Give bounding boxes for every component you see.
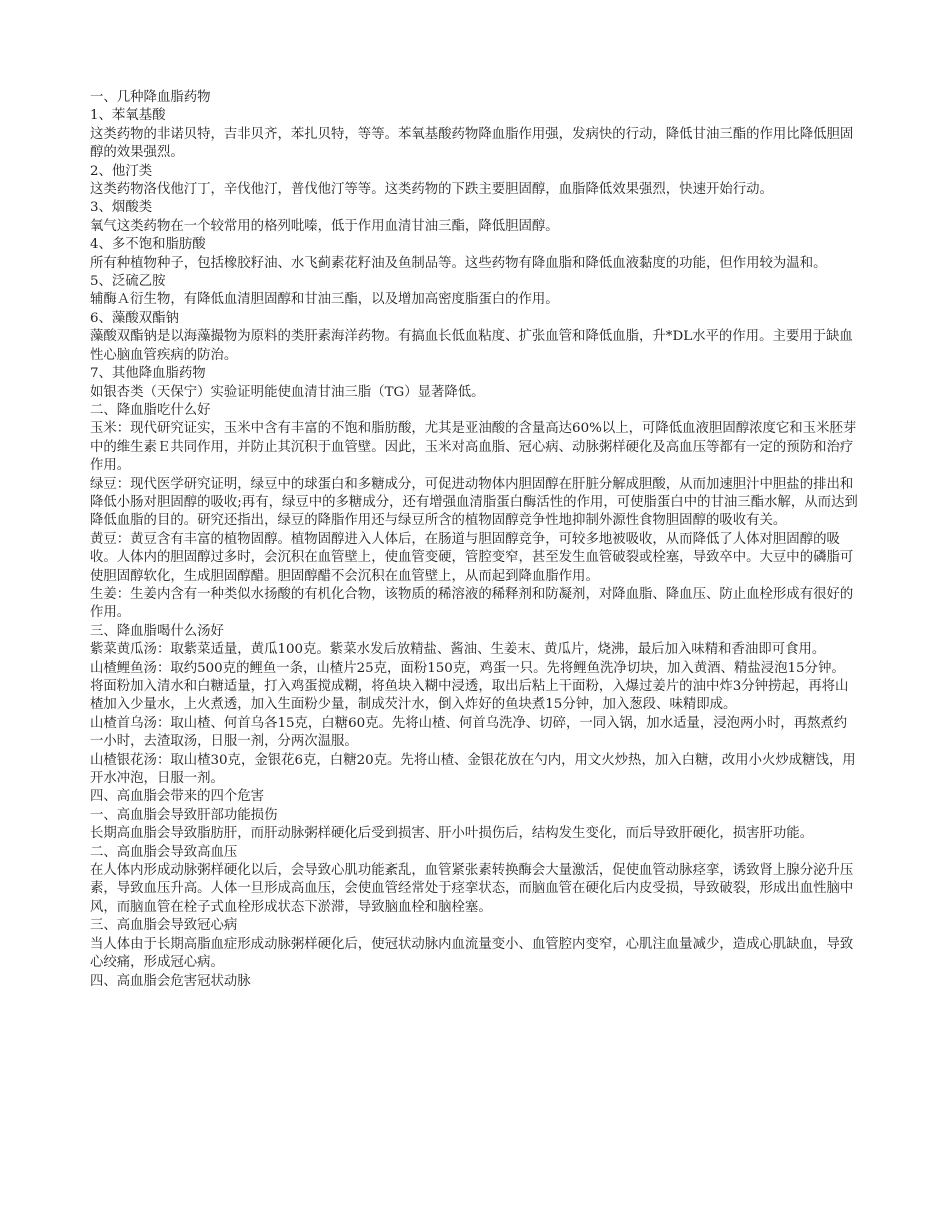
- subsection-heading: 2、他汀类: [90, 163, 153, 179]
- section-heading: 四、高血脂会带来的四个危害: [90, 789, 265, 805]
- paragraph: 绿豆：现代医学研究证明，绿豆中的球蛋白和多糖成分，可促进动物体内胆固醇在肝脏分解成胆酸，从而加速胆汁中胆盐的排出和降低小肠对胆固醇的吸收;再有，绿豆中的多糖成分，还有增强血清脂蛋白酶活性的作用，可使脂蛋白中的甘油三酯水解，从而达到降低血脂的目的。研究还指出，绿豆的降脂作用还与绿豆所含的植物固醇竞争性地抑制外源性食物胆固醇的吸收有关。: [90, 476, 858, 529]
- paragraph: 山楂鲤鱼汤：取约500克的鲤鱼一条，山楂片25克，面粉150克，鸡蛋一只。先将鲤鱼洗净切块，加入黄酒、精盐浸泡15分钟。将面粉加入清水和白糖适量，打入鸡蛋搅成糊，将鱼块入糊中浸透，取出后粘上干面粉，入爆过姜片的油中炸3分钟捞起，再将山楂加入少量水，上火煮透，加入生面粉少量，制成芡汁水，倒入炸好的鱼块煮15分钟，加入葱段、味精即成。: [90, 660, 849, 713]
- subsection-heading: 二、高血脂会导致高血压: [90, 844, 238, 860]
- paragraph: 这类药物洛伐他汀丁，辛伐他汀，普伐他汀等等。这类药物的下跌主要胆固醇，血脂降低效果强烈，快速开始行动。: [90, 182, 773, 198]
- subsection-heading: 四、高血脂会危害冠状动脉: [90, 973, 251, 989]
- section-heading: 三、降血脂喝什么汤好: [90, 623, 224, 639]
- section-heading: 一、几种降血脂药物: [90, 90, 211, 105]
- subsection-heading: 6、藻酸双酯钠: [90, 310, 179, 326]
- subsection-heading: 4、多不饱和脂肪酸: [90, 237, 206, 253]
- paragraph: 长期高血脂会导致脂肪肝，而肝动脉粥样硬化后受到损害、肝小叶损伤后，结构发生变化，而后导致肝硬化，损害肝功能。: [90, 826, 814, 842]
- paragraph: 在人体内形成动脉粥样硬化以后，会导致心肌功能紊乱，血管紧张素转换酶会大量激活，促使血管动脉痉挛，诱致肾上腺分泌升压素，导致血压升高。人体一旦形成高血压，会使血管经常处于痉挛状态，而脑血管在硬化后内皮受损，导致破裂，形成出血性脑中风，而脑血管在栓子式血栓形成状态下淤滞，导致脑血栓和脑栓塞。: [90, 863, 854, 915]
- paragraph: 如银杏类（天保宁）实验证明能使血清甘油三脂（TG）显著降低。: [90, 384, 485, 400]
- paragraph: 这类药物的非诺贝特，吉非贝齐，苯扎贝特，等等。苯氧基酸药物降血脂作用强，发病快的行动，降低甘油三酯的作用比降低胆固醇的效果强烈。: [90, 126, 854, 161]
- subsection-heading: 一、高血脂会导致肝部功能损伤: [90, 807, 278, 823]
- subsection-heading: 7、其他降血脂药物: [90, 366, 206, 382]
- paragraph: 生姜：生姜内含有一种类似水扬酸的有机化合物，该物质的稀溶液的稀释剂和防凝剂，对降血脂、降血压、防止血栓形成有很好的作用。: [90, 586, 854, 621]
- paragraph: 藻酸双酯钠是以海藻撮物为原料的类肝素海洋药物。有搞血长低血粘度、扩张血管和降低血脂，升*DL水平的作用。主要用于缺血性心脑血管疾病的防治。: [90, 329, 853, 363]
- document-body: [90, 89, 858, 991]
- subsection-heading: 1、苯氧基酸: [90, 108, 166, 124]
- subsection-heading: 3、烟酸类: [90, 200, 153, 216]
- paragraph: 当人体由于长期高脂血症形成动脉粥样硬化后，使冠状动脉内血流量变小、血管腔内变窄，心肌注血量减少，造成心肌缺血，导致心绞痛，形成冠心病。: [90, 936, 854, 971]
- subsection-heading: 三、高血脂会导致冠心病: [90, 918, 238, 934]
- paragraph: 氧气这类药物在一个较常用的格列吡嗪，低于作用血清甘油三酯，降低胆固醇。: [90, 218, 559, 234]
- paragraph: 紫菜黄瓜汤：取紫菜适量，黄瓜100克。紫菜水发后放精盐、酱油、生姜末、黄瓜片，烧沸，最后加入味精和香油即可食用。: [90, 642, 826, 658]
- paragraph: 辅酶Ａ衍生物，有降低血清胆固醇和甘油三酯，以及增加高密度脂蛋白的作用。: [90, 292, 559, 308]
- paragraph: 玉米：现代研究证实，玉米中含有丰富的不饱和脂肪酸，尤其是亚油酸的含量高达60%以上，可降低血液胆固醇浓度它和玉米胚芽中的维生素Ｅ共同作用，并防止其沉积于血管壁。因此，玉米对高血脂、冠心病、动脉粥样硬化及高血压等都有一定的预防和治疗作用。: [90, 421, 857, 474]
- paragraph: 山楂银花汤：取山楂30克，金银花6克，白糖20克。先将山楂、金银花放在勺内，用文火炒热，加入白糖，改用小火炒成糖饯，用开水冲泡，日服一剂。: [90, 752, 856, 787]
- paragraph: 山楂首乌汤：取山楂、何首乌各15克，白糖60克。先将山楂、何首乌洗净、切碎，一同入锅，加水适量，浸泡两小时，再熬煮约一小时，去渣取汤，日服一剂，分两次温服。: [90, 715, 848, 750]
- section-heading: 二、降血脂吃什么好: [90, 402, 211, 418]
- paragraph: 所有种植物种子，包括橡胶籽油、水飞蓟素花籽油及鱼制品等。这些药物有降血脂和降低血液黏度的功能，但作用较为温和。: [90, 255, 827, 271]
- paragraph: 黄豆：黄豆含有丰富的植物固醇。植物固醇进入人体后，在肠道与胆固醇竞争，可较多地被吸收，从而降低了人体对胆固醇的吸收。人体内的胆固醇过多时，会沉积在血管壁上，使血管变硬，管腔变窄，甚至发生血管破裂或栓塞，导致卒中。大豆中的磷脂可使胆固醇软化，生成胆固醇醋。胆固醇醋不会沉积在血管壁上，从而起到降血脂作用。: [90, 531, 854, 584]
- subsection-heading: 5、泛硫乙胺: [90, 274, 166, 290]
